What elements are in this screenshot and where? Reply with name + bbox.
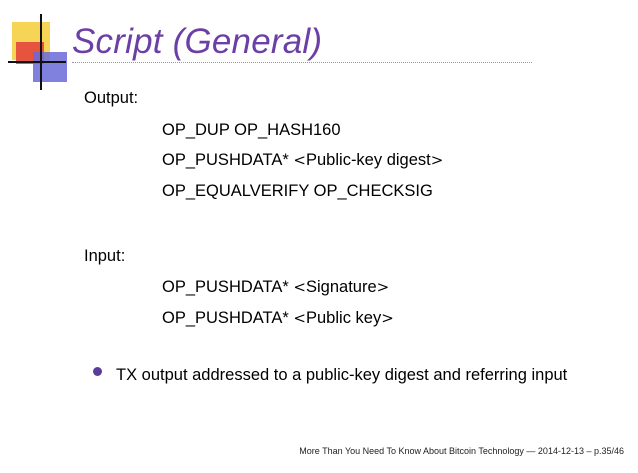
bullet-text: TX output addressed to a public-key digest and referring input — [116, 366, 568, 384]
decor-horizontal-line — [8, 61, 66, 63]
output-label: Output: — [84, 89, 139, 107]
input-label: Input: — [84, 247, 126, 265]
angle-open: < — [293, 151, 306, 169]
angle-close: > — [381, 309, 394, 327]
input-line-2-op: OP_PUSHDATA* — [162, 309, 294, 327]
title-divider — [72, 62, 532, 63]
output-line-1 — [162, 120, 341, 140]
decor-vertical-line — [40, 14, 42, 90]
input-line-1-arg: Signature — [306, 278, 377, 296]
input-line-1-op: OP_PUSHDATA* — [162, 278, 294, 296]
slide-title: Script (General) — [72, 22, 323, 61]
input-line-1 — [162, 277, 389, 297]
decor-blue-square — [33, 52, 67, 82]
input-line-2 — [162, 308, 394, 328]
slide-footer: More Than You Need To Know About Bitcoin Technology — 2014-12-13 – p.35/46 — [299, 446, 624, 456]
output-line-3 — [162, 181, 433, 201]
output-line-2-op: OP_PUSHDATA* — [162, 151, 294, 169]
angle-close: > — [430, 151, 444, 169]
angle-open: < — [293, 309, 306, 327]
angle-open: < — [293, 278, 306, 296]
output-line-1-text: OP_DUP OP_HASH160 — [162, 121, 341, 139]
output-line-3-text: OP_EQUALVERIFY OP_CHECKSIG — [162, 182, 433, 200]
output-line-2 — [162, 150, 443, 170]
input-line-2-arg: Public key — [306, 309, 382, 327]
angle-close: > — [376, 278, 390, 296]
bullet-dot-icon — [93, 367, 102, 376]
output-line-2-arg: Public-key digest — [306, 151, 431, 169]
